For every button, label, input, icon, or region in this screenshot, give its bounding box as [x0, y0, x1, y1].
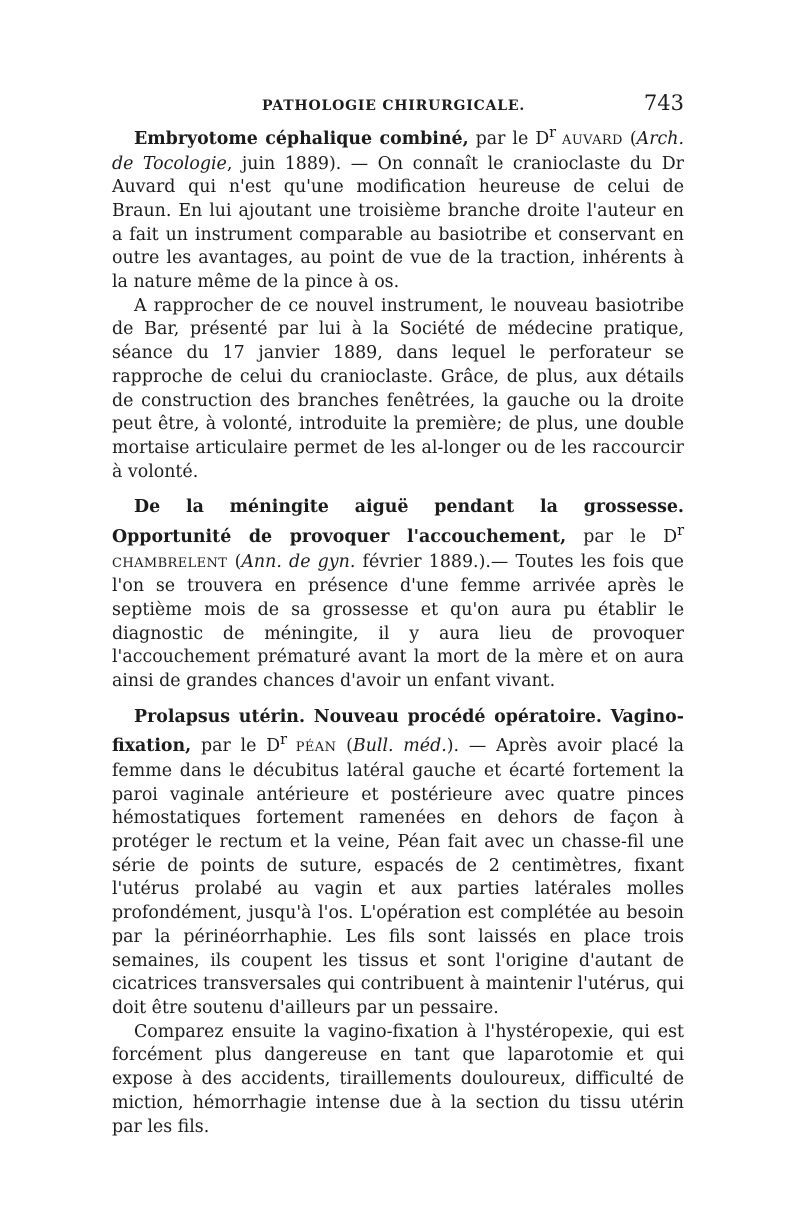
article-body: — Toutes les fois que l'on se trouvera en présence d'une femme arrivée après le septième mois de sa grossesse et qu'on aura pu établir le diagnostic de méningite, il y aura lieu de provoquer l'accouchement prématuré avant la mort de la mère et on aura ainsi de grandes chances d'avoir un enfant vivant.	[112, 551, 684, 692]
article-open-paren: (	[227, 551, 242, 572]
article-title-sup: r	[549, 125, 557, 141]
running-head	[112, 88, 684, 122]
article-open-paren: (	[336, 736, 353, 757]
article-by: par le D	[468, 128, 550, 149]
article-paragraph: Comparez ensuite la vagino-fixation à l'hystéropexie, qui est forcément plus dangereuse en tant que laparotomie et qui expose à des accidents, tiraillements douloureux, difficulté de miction, hémorrhagie intense due à la section du tissu utérin par les fils.	[112, 1021, 684, 1137]
article-body: — Après avoir placé la femme dans le décubitus latéral gauche et écarté fortement la paroi vaginale antérieure et postérieure avec quatre pinces hémostatiques fortement ramenées en dehors de façon à protéger le rectum et la veine, Péan fait avec un chasse-fil une série de points de suture, espacés de 2 centimètres, fixant l'utérus prolabé au vagin et aux parties latérales molles profondément, jusqu'à l'os. L'opération est complétée au besoin par la périnéorrhaphie. Les fils sont laissés en place trois semaines, ils coupent les tissus et sont l'origine d'autant de cicatrices transversales qui contribuent à maintenir l'utérus, qui doit être soutenu d'ailleurs par un pessaire.	[112, 736, 684, 1018]
article-date: février 1889.).	[355, 551, 491, 572]
article-title-sup: r	[280, 732, 288, 749]
article-author: PÉAN	[287, 740, 337, 756]
article-prolapsus	[112, 706, 684, 1021]
article-title: Embryotome céphalique combiné,	[134, 128, 469, 149]
article-body: — On connaît le cranioclaste du Dr Auvard qui n'est qu'une modification heureuse de celui de Braun. En lui ajoutant une troisième branche droite l'auteur en a fait un instrument comparable au basiotribe et conservant en outre les avantages, au point de vue de la traction, inhérents à la nature même de la pince à os.	[112, 153, 684, 293]
page-number: 743	[643, 91, 684, 115]
article-author: CHAMBRELENT	[112, 555, 228, 571]
article-date: , juin 1889).	[226, 153, 342, 174]
article-meningite	[112, 496, 684, 693]
article-source: Bull. méd.	[352, 736, 447, 757]
article-author: AUVARD	[556, 132, 623, 148]
article-open-paren: (	[622, 128, 637, 149]
article-embryotome	[112, 122, 684, 295]
article-title: De la méningite aiguë pendant la grossesse. Opportunité de provoquer l'accouchement,	[112, 497, 684, 547]
article-title-sup: r	[677, 523, 684, 540]
article-by: par le D	[191, 736, 281, 757]
article-paragraph: A rapprocher de ce nouvel instrument, le nouveau basiotribe de Bar, présenté par lui à la Société de médecine pratique, séance du 17 janvier 1889, dans lequel le perforateur se rapproche de celui du cranioclaste. Grâce, de plus, aux détails de construction des branches fenêtrées, la gauche ou la droite peut être, à volonté, introduite la première; de plus, une double mortaise articulaire permet de les al-longer ou de les raccourcir à volonté.	[112, 295, 684, 482]
article-by: par le D	[566, 526, 678, 547]
article-source: Ann. de gyn.	[241, 551, 356, 572]
article-title: Prolapsus utérin. Nouveau procédé opératoire. Vagino-fixation,	[112, 706, 684, 757]
article-source: Arch. de Tocologie	[112, 128, 684, 174]
article-date: ).	[446, 736, 460, 757]
book-page	[112, 88, 684, 1139]
running-title: PATHOLOGIE CHIRURGICALE.	[262, 98, 526, 114]
